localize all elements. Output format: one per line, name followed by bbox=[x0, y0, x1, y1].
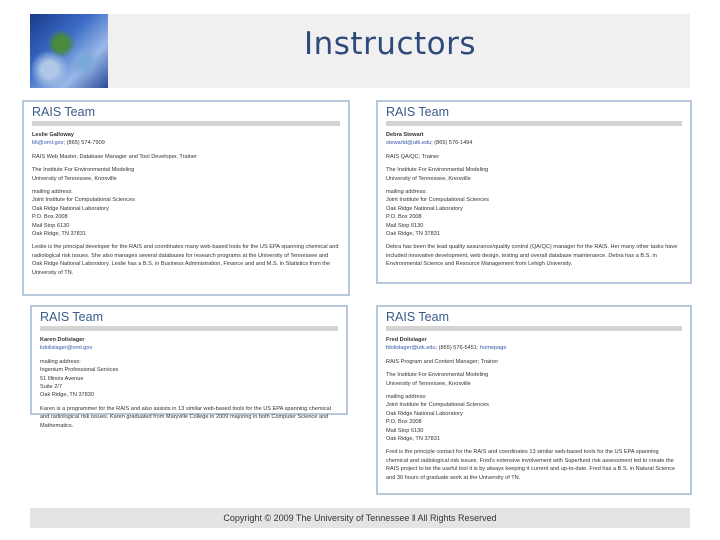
org-line: University of Tennessee, Knoxville bbox=[32, 175, 117, 182]
email-link[interactable]: stewartd@utk.edu bbox=[386, 140, 432, 147]
mailing-line: Oak Ridge, TN 37831 bbox=[386, 436, 441, 443]
contact-line bbox=[386, 344, 682, 352]
mailing-line: Oak Ridge, TN 37831 bbox=[386, 231, 441, 238]
mailing-label: mailing address: bbox=[386, 394, 427, 401]
instructor-card-leslie bbox=[22, 100, 350, 296]
instructor-bio: Leslie is the principal developer for the RAIS and coordinates many web-based tools for the US EPA spanning chemical and radiological risk issues. She also manages several databases for research programs at the University of Tennessee and Oak Ridge National Laboratory. Leslie has a B.S. in Business Administration, Finance and and M.S. in Statistics from the University of TN. bbox=[32, 244, 339, 276]
instructor-name: Karen Dolislager bbox=[40, 337, 85, 343]
instructor-name: Fred Dolislager bbox=[386, 337, 427, 343]
mailing-line: Ingenium Professional Services bbox=[40, 367, 119, 374]
instructor-bio: Debra has been the lead quality assurance/quality control (QA/QC) manager for the RAIS. Her many other tasks have included innovative development, web design, testing and overall database maintenance. Debra has a B.S. in Environmental Science and Resource Management from Lehigh University. bbox=[386, 244, 678, 268]
mailing-line: Joint Institute for Computational Sciences bbox=[386, 402, 489, 409]
mailing-line: Joint Institute for Computational Sciences bbox=[386, 197, 489, 204]
instructor-role: RAIS Web Master, Database Manager and Tool Developer, Trainer bbox=[32, 153, 197, 160]
page-title: Instructors bbox=[303, 26, 477, 62]
mailing-line: Mail Stop 6130 bbox=[386, 222, 424, 229]
mailing-line: Oak Ridge, TN 37830 bbox=[40, 392, 95, 399]
card-title: RAIS Team bbox=[386, 105, 449, 119]
email-link[interactable]: fdolislager@utk.edu bbox=[386, 345, 436, 352]
instructor-name: Debra Stewart bbox=[386, 132, 424, 138]
mailing-label: mailing address: bbox=[40, 358, 81, 365]
instructor-card-karen bbox=[30, 305, 348, 429]
org-line: University of Tennessee, Knoxville bbox=[386, 380, 471, 387]
instructor-card-debra bbox=[376, 100, 692, 284]
mailing-line: P.O. Box 2008 bbox=[386, 419, 422, 426]
org-line: The Institute For Environmental Modeling bbox=[386, 372, 489, 379]
mailing-line: Mail Stop 6130 bbox=[386, 427, 424, 434]
phone-number: ; (865) 576-1494 bbox=[431, 140, 473, 147]
org-line: University of Tennessee, Knoxville bbox=[386, 175, 471, 182]
org-line: The Institute For Environmental Modeling bbox=[32, 167, 135, 174]
mailing-line: P.O. Box 2008 bbox=[386, 214, 422, 221]
mailing-line: Oak Ridge National Laboratory bbox=[386, 205, 463, 212]
card-divider bbox=[386, 326, 682, 331]
card-divider bbox=[32, 121, 340, 126]
card-title: RAIS Team bbox=[32, 105, 95, 119]
instructor-bio: Fred is the principle contact for the RAIS and coordinates 13 similar web-based tools for the US EPA spanning chemical and radiological risk issues. Fred's extensive involvement with Superfund risk assessment led to create the RAIS project to be the useful tool it is by always keeping it current and up-to-date. Fred has a B.S. in Natural Science and 30 hours of graduate work at the University of TN. bbox=[386, 449, 676, 481]
mailing-line: Oak Ridge National Laboratory bbox=[32, 205, 109, 212]
homepage-link[interactable]: homepage bbox=[480, 345, 507, 352]
phone-number: ; (865) 574-7909 bbox=[63, 140, 105, 147]
instructor-role: RAIS Program and Content Manager; Trainer bbox=[386, 358, 499, 365]
contact-line bbox=[40, 344, 338, 352]
instructor-card-fred bbox=[376, 305, 692, 495]
satellite-earth-logo bbox=[30, 14, 108, 88]
card-title: RAIS Team bbox=[40, 310, 103, 324]
card-title: RAIS Team bbox=[386, 310, 449, 324]
instructor-role: RAIS QA/QC; Trainer bbox=[386, 153, 440, 160]
phone-number: ; (865) 576-5451; bbox=[435, 345, 479, 352]
mailing-line: Suite 2/7 bbox=[40, 384, 63, 391]
mailing-label: mailing address: bbox=[386, 189, 427, 196]
card-divider bbox=[40, 326, 338, 331]
mailing-line: Joint Institute for Computational Sciences bbox=[32, 197, 135, 204]
instructor-bio: Karen is a programmer for the RAIS and also assists in 13 similar web-based tools for the US EPA spanning chemical and radiological risk issues. Karen graduated from Maryville College in 2009 majoring in both Computer Science and Mathematics. bbox=[40, 405, 331, 429]
contact-line bbox=[386, 139, 682, 147]
org-line: The Institute For Environmental Modeling bbox=[386, 167, 489, 174]
email-link[interactable]: lt6@ornl.gov bbox=[32, 140, 64, 147]
mailing-line: P.O. Box 2008 bbox=[32, 214, 68, 221]
card-divider bbox=[386, 121, 682, 126]
mailing-line: Mail Stop 6130 bbox=[32, 222, 70, 229]
mailing-label: mailing address: bbox=[32, 189, 73, 196]
footer-copyright: Copyright © 2009 The University of Tennessee ǁ All Rights Reserved bbox=[30, 508, 690, 528]
contact-line bbox=[32, 139, 340, 147]
email-link[interactable]: kdolislager@ornl.gov bbox=[40, 345, 93, 352]
instructor-name: Leslie Galloway bbox=[32, 132, 74, 138]
mailing-line: Oak Ridge National Laboratory bbox=[386, 410, 463, 417]
mailing-line: 51 Illinois Avenue bbox=[40, 375, 84, 382]
mailing-line: Oak Ridge, TN 37831 bbox=[32, 231, 87, 238]
